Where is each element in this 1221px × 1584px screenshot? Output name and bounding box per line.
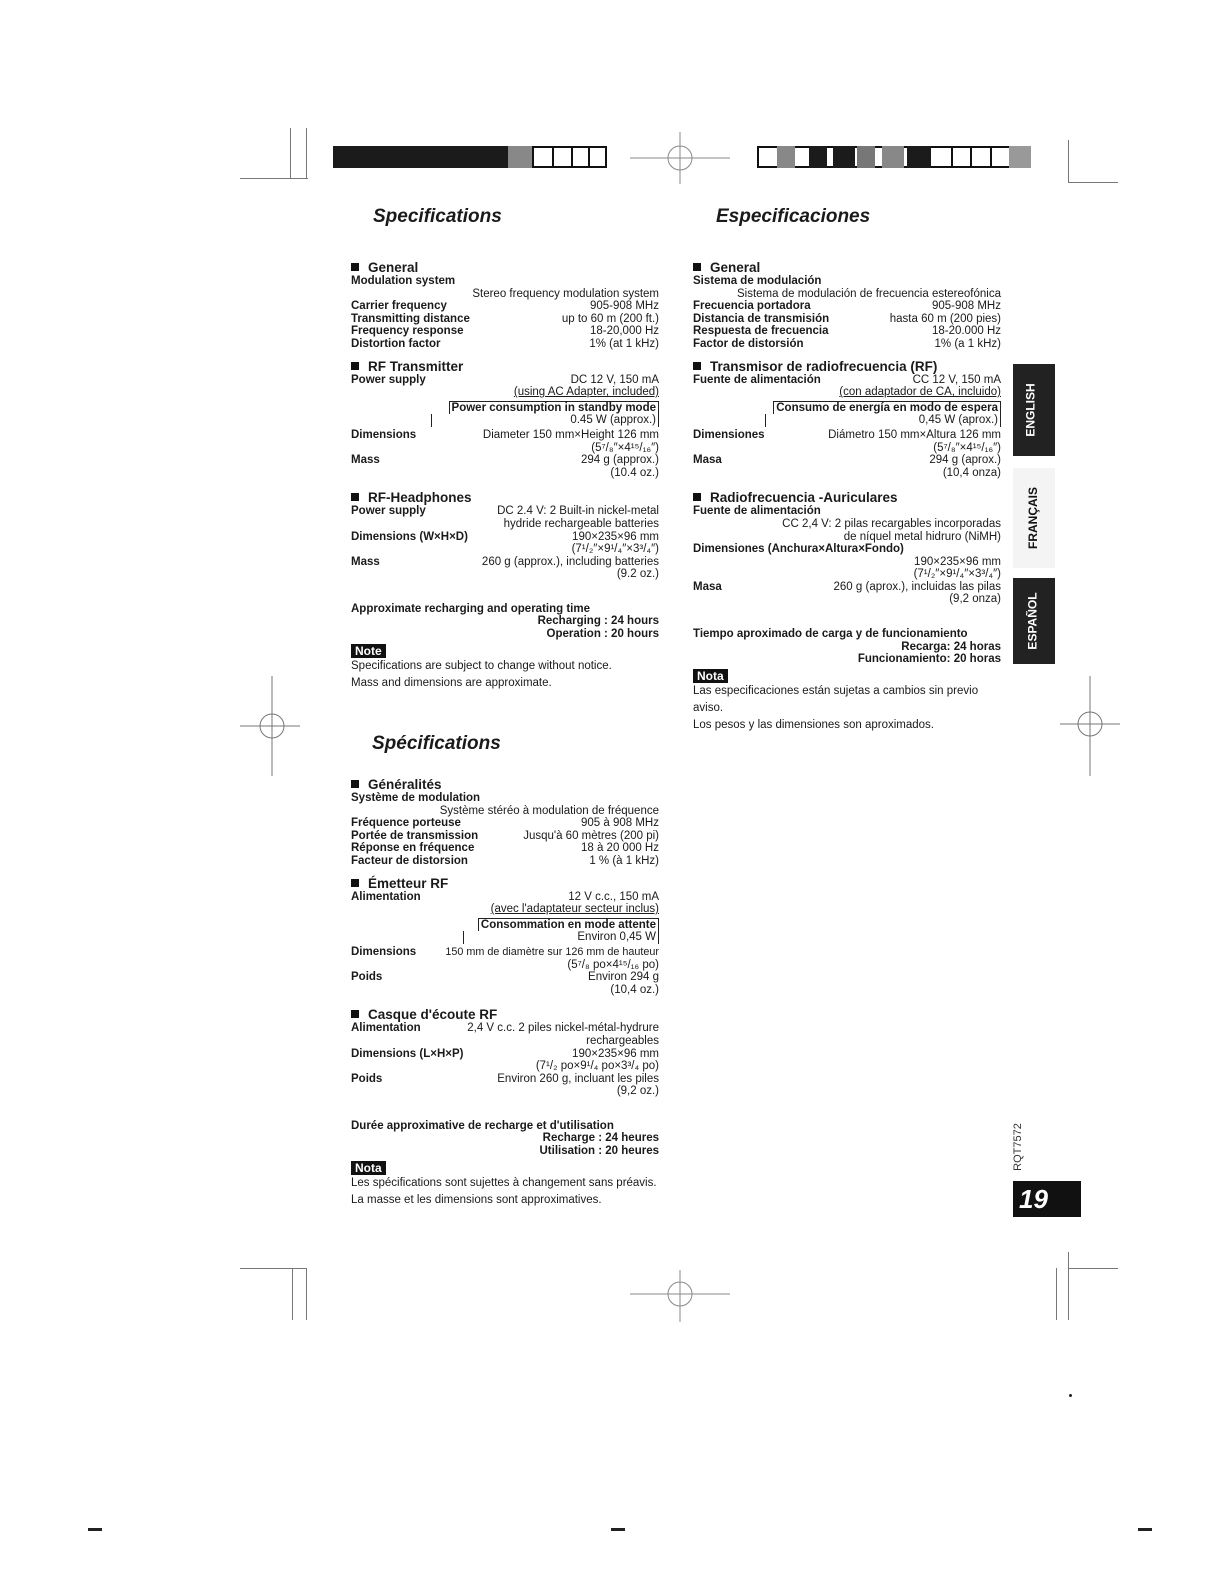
spec-row: Portée de transmission Jusqu'à 60 mètres (200 pi) (351, 829, 659, 842)
spec-row: Alimentation 12 V c.c., 150 mA (351, 890, 659, 903)
bottom-mark (1138, 1528, 1152, 1531)
standby-label: Consumo de energía en modo de espera (773, 401, 1001, 415)
section-general: Généralités (351, 778, 659, 792)
spec-value: (10,4 onza) (942, 466, 1001, 479)
tab-espanol: ESPAÑOL (1013, 578, 1055, 664)
spec-row: Factor de distorsión 1% (a 1 kHz) (693, 337, 1001, 350)
spec-value: (7¹/₂″×9¹/₄″×3³/₄″) (571, 543, 659, 556)
spec-row: Dimensions (L×H×P) 190×235×96 mm (351, 1047, 659, 1060)
crop-mark (1068, 182, 1118, 183)
spec-row: Facteur de distorsion 1 % (à 1 kHz) (351, 854, 659, 867)
bottom-mark (88, 1528, 102, 1531)
spec-label: Sistema de modulación (693, 275, 822, 287)
spanish-specs (693, 252, 1001, 734)
spec-label: Fuente de alimentación (693, 505, 821, 518)
time-operation: Operation : 20 hours (546, 628, 659, 641)
spec-value: de níquel metal hidruro (NiMH) (843, 530, 1001, 543)
crop-mark (240, 178, 308, 179)
crop-mark (292, 1268, 293, 1320)
section-rf-headphones: Radiofrecuencia -Auriculares (693, 491, 1001, 505)
header-bar-left (333, 146, 607, 168)
time-title: Durée approximative de recharge et d'utilisation (351, 1119, 614, 1132)
crop-mark (1068, 1252, 1069, 1320)
spec-value: (9.2 oz.) (616, 568, 659, 581)
heading-english: Specifications (373, 206, 502, 227)
page-number: 19 (1013, 1181, 1081, 1217)
section-rf-transmitter: Transmisor de radiofrecuencia (RF) (693, 360, 1001, 374)
spec-value: hydride rechargeable batteries (503, 517, 659, 530)
crop-mark (240, 1268, 306, 1269)
spec-row: Masa 294 g (aprox.) (693, 454, 1001, 467)
time-recharge: Recharging : 24 hours (537, 615, 659, 628)
tab-francais: FRANÇAIS (1013, 468, 1055, 568)
registration-mark-left (240, 676, 300, 776)
registration-mark-right (1060, 676, 1120, 776)
spec-label: Dimensiones (Anchura×Altura×Fondo) (693, 543, 904, 556)
spec-row: Dimensiones Diámetro 150 mm×Altura 126 mm (693, 428, 1001, 441)
spec-value: (avec l'adaptateur secteur inclus) (490, 903, 659, 916)
time-title: Tiempo aproximado de carga y de funcionamiento (693, 628, 968, 641)
spec-value: (9,2 onza) (949, 593, 1001, 606)
section-rf-headphones: RF-Headphones (351, 491, 659, 505)
spec-row: Poids Environ 294 g (351, 971, 659, 984)
spec-row: Dimensions Diameter 150 mm×Height 126 mm (351, 428, 659, 441)
registration-mark-top (630, 132, 730, 184)
spec-value: (using AC Adapter, included) (513, 386, 659, 399)
spec-label: Modulation system (351, 275, 456, 287)
standby-value: Environ 0,45 W (463, 931, 659, 944)
dot-mark (1069, 1394, 1072, 1397)
spec-row: Respuesta de frecuencia 18-20.000 Hz (693, 325, 1001, 338)
spec-value: rechargeables (586, 1034, 659, 1047)
spec-row: Dimensions 150 mm de diamètre sur 126 mm de hauteur (351, 945, 659, 958)
spec-row: Fuente de alimentación CC 12 V, 150 mA (693, 373, 1001, 386)
section-rf-transmitter: Émetteur RF (351, 877, 659, 891)
note-text: Las especificaciones están sujetas a cambios sin previo aviso. (693, 685, 979, 715)
section-general: General (351, 261, 659, 275)
crop-mark (306, 1268, 307, 1320)
tab-english: ENGLISH (1013, 364, 1055, 456)
spec-value: (5⁷/₈ po×4¹⁵/₁₆ po) (567, 958, 659, 971)
note-text: Specifications are subject to change without notice. (351, 660, 612, 673)
french-specs (351, 769, 659, 1209)
heading-spanish: Especificaciones (716, 206, 871, 227)
spec-row: Power supply DC 12 V, 150 mA (351, 373, 659, 386)
spec-row: Carrier frequency 905-908 MHz (351, 300, 659, 313)
standby-label: Consommation en mode attente (478, 918, 659, 932)
section-general: General (693, 261, 1001, 275)
spec-value: CC 2,4 V: 2 pilas recargables incorporadas (782, 517, 1001, 530)
spec-row: Réponse en fréquence 18 à 20 000 Hz (351, 842, 659, 855)
spec-value: (10.4 oz.) (610, 466, 659, 479)
spec-row: Power supply DC 2.4 V: 2 Built-in nickel-metal (351, 505, 659, 518)
bottom-mark (611, 1528, 625, 1531)
section-rf-headphones: Casque d'écoute RF (351, 1008, 659, 1022)
spec-value: Sistema de modulación de frecuencia estereofónica (736, 287, 1001, 300)
time-recharge: Recharge : 24 heures (542, 1132, 659, 1145)
time-operation: Utilisation : 20 heures (539, 1145, 659, 1158)
crop-mark (1056, 1268, 1057, 1320)
spec-value: (7¹/₂″×9¹/₄″×3³/₄″) (913, 568, 1001, 581)
standby-value: 0,45 W (aprox.) (765, 414, 1001, 427)
spec-row: Dimensions (W×H×D) 190×235×96 mm (351, 530, 659, 543)
spec-label: Système de modulation (351, 792, 481, 804)
spec-value: (con adaptador de CA, incluido) (839, 386, 1001, 399)
spec-row: Frecuencia portadora 905-908 MHz (693, 300, 1001, 313)
spec-value: (5⁷/₈″×4¹⁵/₁₆″) (933, 441, 1001, 454)
spec-row: Poids Environ 260 g, incluant les piles (351, 1072, 659, 1085)
note-text: La masse et les dimensions sont approximatives. (351, 1194, 602, 1207)
note-badge: Nota (351, 1161, 386, 1176)
note-badge: Note (351, 644, 386, 659)
spec-row: Mass 260 g (approx.), including batteries (351, 555, 659, 568)
time-recharge: Recarga: 24 horas (901, 640, 1001, 653)
crop-mark (1068, 140, 1069, 182)
spec-value: (10,4 oz.) (610, 983, 659, 996)
spec-row: Distancia de transmisión hasta 60 m (200 pies) (693, 312, 1001, 325)
standby-value: 0.45 W (approx.) (431, 414, 659, 427)
crop-mark (1068, 1268, 1118, 1269)
registration-mark-bottom (630, 1270, 730, 1322)
heading-french: Spécifications (372, 733, 501, 754)
spec-row: Fréquence porteuse 905 à 908 MHz (351, 817, 659, 830)
spec-value: Système stéréo à modulation de fréquence (439, 804, 659, 817)
spec-row: Distortion factor 1% (at 1 kHz) (351, 337, 659, 350)
document-code: RQT7572 (1011, 1123, 1024, 1171)
spec-row: Mass 294 g (approx.) (351, 454, 659, 467)
spec-row: Alimentation 2,4 V c.c. 2 piles nickel-métal-hydrure (351, 1022, 659, 1035)
spec-value: 190×235×96 mm (914, 555, 1001, 568)
time-title: Approximate recharging and operating time (351, 602, 590, 615)
time-operation: Funcionamiento: 20 horas (857, 653, 1001, 666)
spec-row: Frequency response 18-20,000 Hz (351, 325, 659, 338)
note-text: Les spécifications sont sujettes à changement sans préavis. (351, 1177, 657, 1190)
note-text: Mass and dimensions are approximate. (351, 677, 552, 690)
section-rf-transmitter: RF Transmitter (351, 360, 659, 374)
note-text: Los pesos y las dimensiones son aproximados. (693, 719, 934, 732)
spec-value: (7¹/₂ po×9¹/₄ po×3³/₄ po) (535, 1060, 659, 1073)
spec-value: (5⁷/₈″×4¹⁵/₁₆″) (591, 441, 659, 454)
header-bar-right (757, 146, 1031, 168)
english-specs (351, 252, 659, 692)
spec-row: Transmitting distance up to 60 m (200 ft.) (351, 312, 659, 325)
crop-mark (306, 128, 307, 178)
note-badge: Nota (693, 669, 728, 684)
crop-mark (290, 128, 291, 178)
spec-value: Stereo frequency modulation system (472, 287, 659, 300)
standby-label: Power consumption in standby mode (449, 401, 659, 415)
spec-value: (9,2 oz.) (616, 1085, 659, 1098)
spec-row: Masa 260 g (aprox.), incluidas las pilas (693, 580, 1001, 593)
